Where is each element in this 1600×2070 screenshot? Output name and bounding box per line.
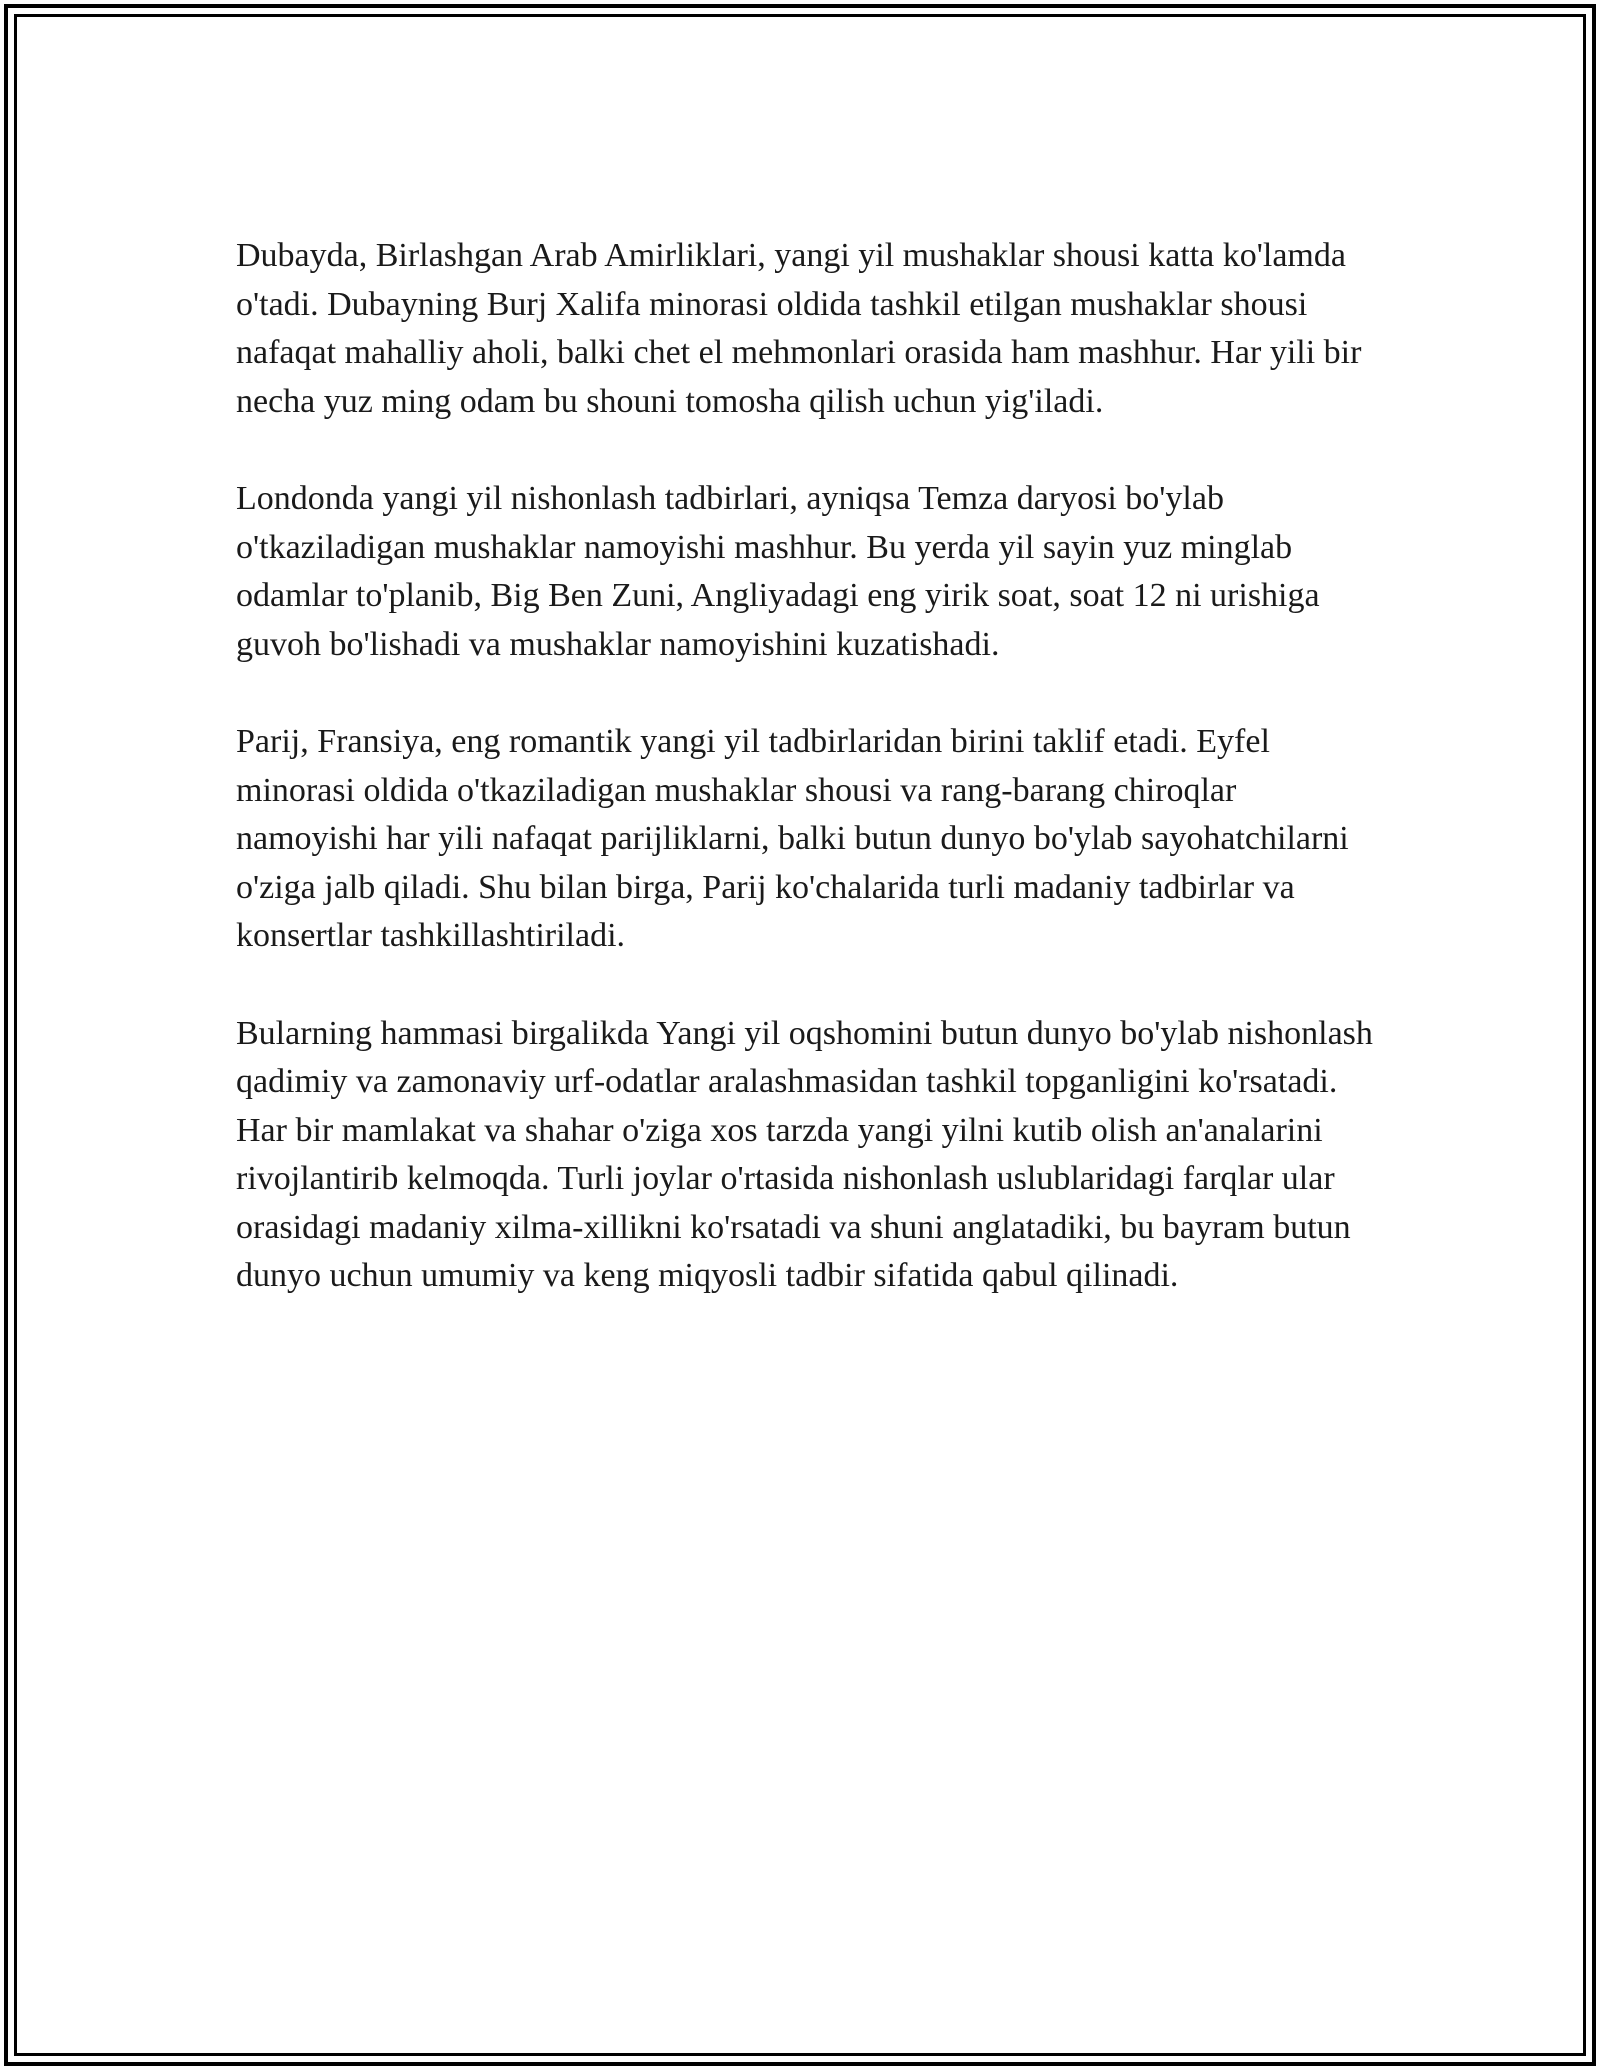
paragraph-paris: Parij, Fransiya, eng romantik yangi yil tadbirlaridan birini taklif etadi. Eyfel minorasi oldida o'tkaziladigan mushaklar shousi va rang-barang chiroqlar namoyishi har yili nafaqat parijliklarni, balki butun dunyo bo'ylab sayohatchilarni o'ziga jalb qiladi. Shu bilan birga, Parij ko'chalarida turli madaniy tadbirlar va konsertlar tashkillashtiriladi. (236, 722, 1349, 955)
paragraph-dubai: Dubayda, Birlashgan Arab Amirliklari, yangi yil mushaklar shousi katta ko'lamda o'tadi. Dubayning Burj Xalifa minorasi oldida tashkil etilgan mushaklar shousi nafaqat mahalliy aholi, balki chet el mehmonlari orasida ham mashhur. Har yili bir necha yuz ming odam bu shouni tomosha qilish uchun yig'iladi. (236, 237, 1362, 420)
paragraph-london: Londonda yangi yil nishonlash tadbirlari, ayniqsa Temza daryosi bo'ylab o'tkaziladigan mushaklar namoyishi mashhur. Bu yerda yil sayin yuz minglab odamlar to'planib, Big Ben Zuni, Angliyadagi eng yirik soat, soat 12 ni urishiga guvoh bo'lishadi va mushaklar namoyishini kuzatishadi. (236, 479, 1320, 663)
document-body (236, 232, 1376, 1350)
paragraph-conclusion: Bularning hammasi birgalikda Yangi yil oqshomini butun dunyo bo'ylab nishonlash qadimiy va zamonaviy urf-odatlar aralashmasidan tashkil topganligini ko'rsatadi. Har bir mamlakat va shahar o'ziga xos tarzda yangi yilni kutib olish an'analarini rivojlantirib kelmoqda. Turli joylar o'rtasida nishonlash uslublaridagi farqlar ular orasidagi madaniy xilma-xillikni ko'rsatadi va shuni anglatadiki, bu bayram butun dunyo uchun umumiy va keng miqyosli tadbir sifatida qabul qilinadi. (236, 1014, 1373, 1295)
